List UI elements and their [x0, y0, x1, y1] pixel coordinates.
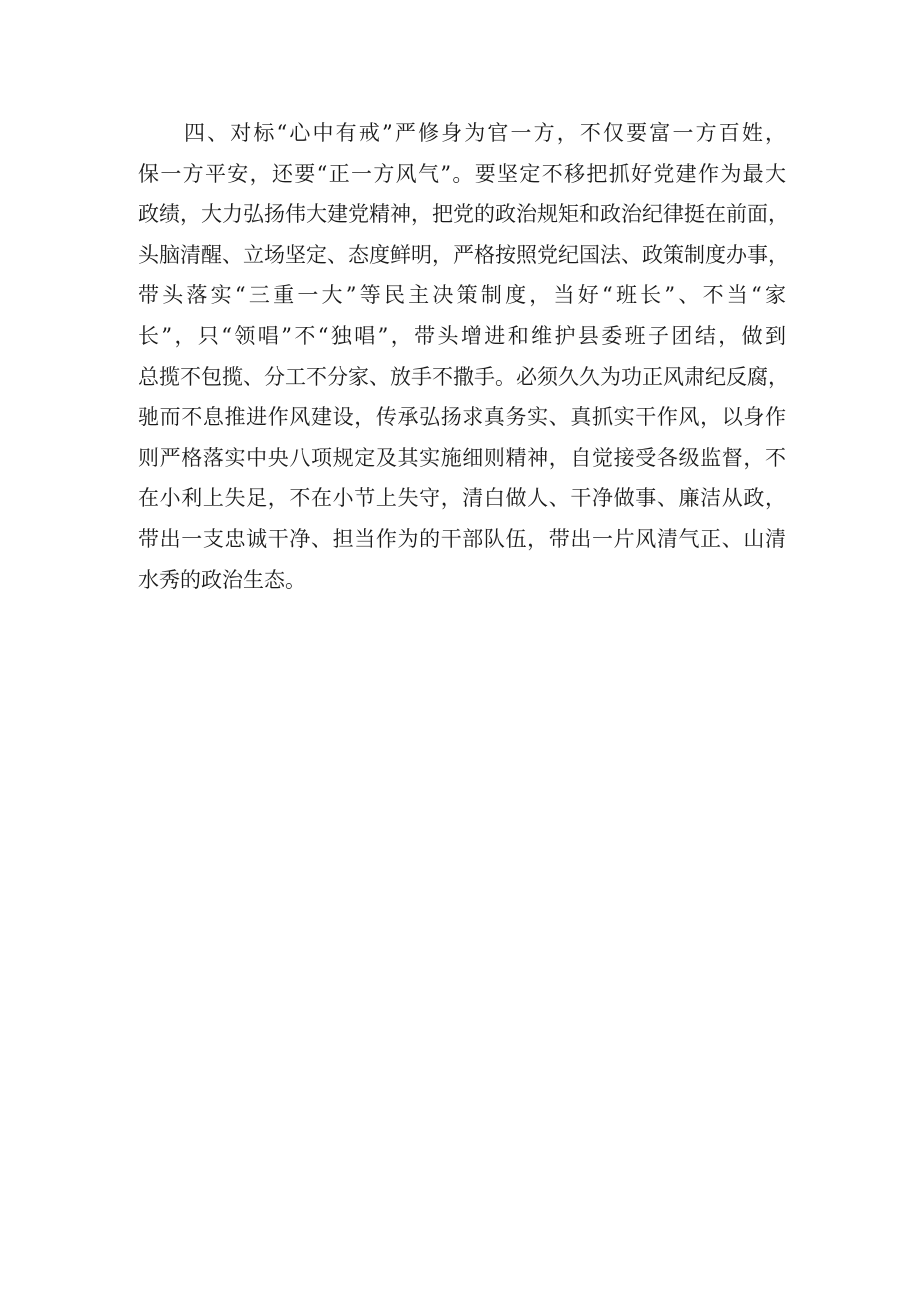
paragraph-line: 水秀的政治生态。: [138, 567, 306, 592]
paragraph-line: 在小利上失足，不在小节上失守，清白做人、干净做事、廉洁从政，: [138, 486, 786, 511]
paragraph-line: 政绩，大力弘扬伟大建党精神，把党的政治规矩和政治纪律挺在前面，: [138, 202, 789, 227]
paragraph-line: 带出一支忠诚干净、担当作为的干部队伍，带出一片风清气正、山清: [138, 526, 786, 551]
paragraph-line: 总揽不包揽、分工不分家、放手不撒手。必须久久为功正风肃纪反腐，: [138, 364, 789, 389]
paragraph-line: 带头落实“三重一大”等民主决策制度，当好“班长”、不当“家: [138, 283, 786, 308]
paragraph-line: 驰而不息推进作风建设，传承弘扬求真务实、真抓实干作风，以身作: [138, 405, 786, 430]
paragraph-line: 则严格落实中央八项规定及其实施细则精神，自觉接受各级监督，不: [138, 445, 786, 470]
paragraph-line: 四、对标“心中有戒”严修身为官一方，不仅要富一方百姓，: [184, 121, 786, 145]
paragraph-line: 保一方平安，还要“正一方风气”。要坚定不移把抓好党建作为最大: [138, 161, 786, 186]
paragraph-four: [138, 113, 789, 600]
paragraph-line: 头脑清醒、立场坚定、态度鲜明，严格按照党纪国法、政策制度办事，: [138, 242, 789, 267]
paragraph-line: 长”，只“领唱”不“独唱”，带头增进和维护县委班子团结，做到: [138, 323, 786, 348]
